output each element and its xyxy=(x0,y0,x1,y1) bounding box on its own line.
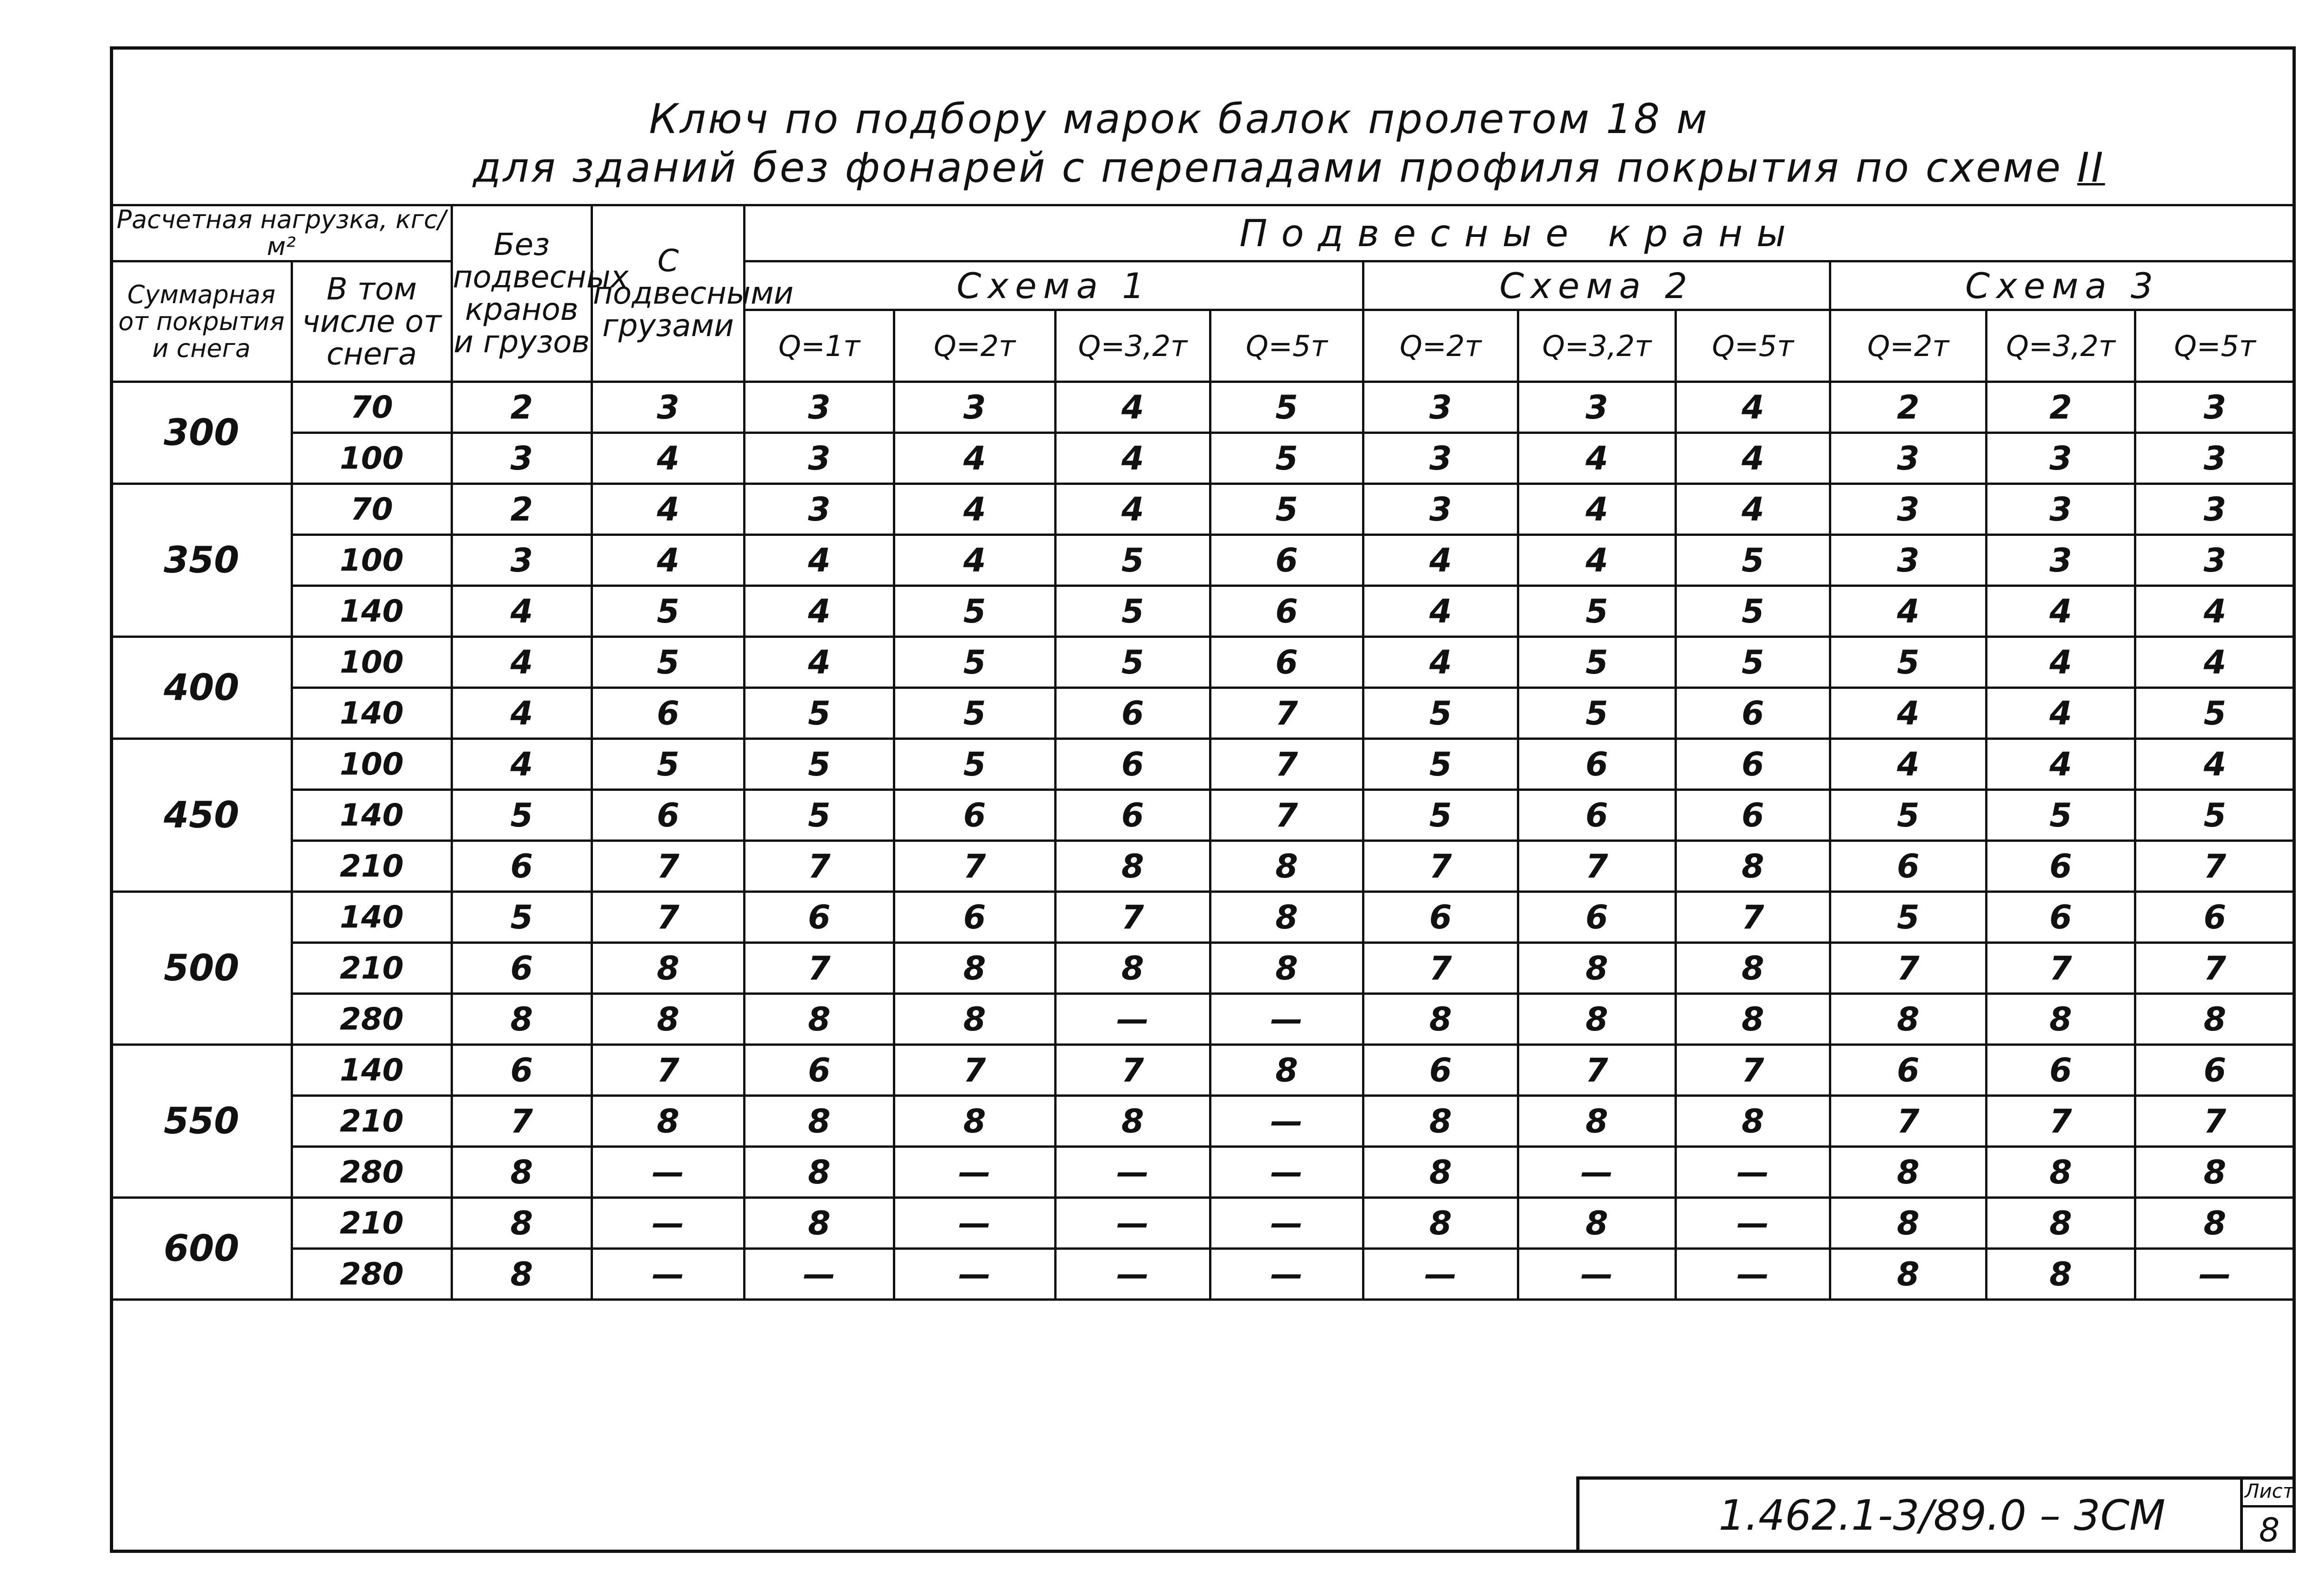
snow-load-cell: 210 xyxy=(292,841,452,892)
beam-grade-cell: 4 xyxy=(1830,739,1987,790)
beam-grade-cell: 6 xyxy=(1210,586,1363,637)
sheet-label: Лист xyxy=(2243,1480,2296,1507)
total-load-cell: 300 xyxy=(111,382,292,484)
beam-grade-cell: 8 xyxy=(1986,1198,2135,1249)
beam-grade-cell: 6 xyxy=(1675,739,1830,790)
beam-grade-cell: 5 xyxy=(1518,637,1676,688)
beam-grade-cell: 7 xyxy=(1675,892,1830,943)
beam-grade-cell: — xyxy=(894,1249,1055,1300)
beam-grade-cell: 8 xyxy=(894,1096,1055,1147)
document-code: 1.462.1-3/89.0 – 3СМ xyxy=(1719,1491,2165,1540)
beam-grade-cell: 6 xyxy=(452,943,592,994)
beam-grade-cell: 6 xyxy=(1210,535,1363,586)
beam-grade-cell: 7 xyxy=(745,841,894,892)
snow-load-cell: 100 xyxy=(292,433,452,484)
beam-grade-cell: 3 xyxy=(592,382,745,433)
table-row xyxy=(111,382,2295,433)
beam-grade-cell: 8 xyxy=(1986,1249,2135,1300)
beam-grade-cell: 5 xyxy=(1210,484,1363,535)
beam-grade-cell: 8 xyxy=(1210,1045,1363,1096)
beam-grade-cell: 3 xyxy=(1363,433,1518,484)
beam-grade-cell: 4 xyxy=(452,637,592,688)
table-row xyxy=(111,535,2295,586)
crane-capacity-header: Q=5т xyxy=(1210,310,1363,382)
beam-grade-cell: 8 xyxy=(1830,1198,1987,1249)
beam-grade-cell: 5 xyxy=(894,739,1055,790)
beam-grade-cell: 8 xyxy=(452,994,592,1045)
beam-grade-cell: 5 xyxy=(1675,637,1830,688)
beam-grade-cell: 6 xyxy=(1210,637,1363,688)
beam-grade-cell: 8 xyxy=(1675,841,1830,892)
beam-grade-cell: 6 xyxy=(1518,892,1676,943)
beam-grade-cell: 7 xyxy=(1518,841,1676,892)
beam-grade-cell: 8 xyxy=(592,994,745,1045)
scheme-roman-numeral: II xyxy=(2077,144,2105,191)
beam-grade-cell: 4 xyxy=(745,586,894,637)
beam-grade-cell: — xyxy=(745,1249,894,1300)
beam-grade-cell: 4 xyxy=(1986,688,2135,739)
beam-grade-cell: 3 xyxy=(2135,382,2295,433)
beam-grade-cell: 8 xyxy=(1675,994,1830,1045)
beam-grade-cell: 4 xyxy=(894,433,1055,484)
beam-grade-cell: 5 xyxy=(745,688,894,739)
beam-grade-cell: 4 xyxy=(894,535,1055,586)
beam-grade-cell: 8 xyxy=(1675,1096,1830,1147)
beam-grade-cell: 8 xyxy=(452,1249,592,1300)
beam-grade-cell: 5 xyxy=(1210,382,1363,433)
beam-grade-cell: 5 xyxy=(1986,790,2135,841)
beam-grade-cell: 7 xyxy=(1986,1096,2135,1147)
beam-grade-cell: 8 xyxy=(1986,1147,2135,1198)
beam-grade-cell: 3 xyxy=(1830,535,1987,586)
beam-grade-cell: 3 xyxy=(1363,484,1518,535)
beam-grade-cell: 6 xyxy=(452,1045,592,1096)
beam-grade-cell: 6 xyxy=(452,841,592,892)
beam-grade-cell: 6 xyxy=(1986,841,2135,892)
beam-grade-cell: — xyxy=(1210,994,1363,1045)
with-loads-header: С подвесными грузами xyxy=(592,205,745,382)
beam-grade-cell: 5 xyxy=(1675,586,1830,637)
table-row xyxy=(111,1096,2295,1147)
beam-grade-cell: 8 xyxy=(1363,1096,1518,1147)
beam-grade-cell: 5 xyxy=(592,586,745,637)
beam-grade-cell: 3 xyxy=(894,382,1055,433)
beam-grade-cell: — xyxy=(1055,994,1210,1045)
beam-grade-cell: 4 xyxy=(745,637,894,688)
beam-grade-cell: 4 xyxy=(1518,433,1676,484)
table-row xyxy=(111,688,2295,739)
table-row xyxy=(111,790,2295,841)
beam-grade-cell: 5 xyxy=(1830,637,1987,688)
beam-grade-cell: 8 xyxy=(2135,1198,2295,1249)
beam-grade-cell: — xyxy=(1518,1249,1676,1300)
table-row xyxy=(111,943,2295,994)
beam-grade-cell: 8 xyxy=(745,1198,894,1249)
beam-grade-cell: 8 xyxy=(592,943,745,994)
beam-grade-cell: 4 xyxy=(745,535,894,586)
snow-load-cell: 280 xyxy=(292,1249,452,1300)
beam-grade-cell: 5 xyxy=(894,586,1055,637)
beam-grade-cell: 3 xyxy=(2135,535,2295,586)
beam-grade-cell: 3 xyxy=(1986,535,2135,586)
table-row xyxy=(111,484,2295,535)
beam-grade-cell: 7 xyxy=(1055,1045,1210,1096)
beam-grade-cell: 8 xyxy=(1830,1147,1987,1198)
snow-load-cell: 140 xyxy=(292,892,452,943)
total-load-cell: 350 xyxy=(111,484,292,637)
beam-grade-cell: 4 xyxy=(1675,382,1830,433)
beam-grade-cell: 4 xyxy=(1986,586,2135,637)
beam-grade-cell: — xyxy=(1518,1147,1676,1198)
beam-grade-cell: 8 xyxy=(1518,1096,1676,1147)
beam-grade-cell: 5 xyxy=(1210,433,1363,484)
beam-grade-cell: 4 xyxy=(2135,739,2295,790)
beam-grade-cell: 6 xyxy=(1518,790,1676,841)
beam-grade-cell: 8 xyxy=(1055,943,1210,994)
beam-grade-cell: 6 xyxy=(745,892,894,943)
table-row xyxy=(111,637,2295,688)
beam-grade-cell: 5 xyxy=(1675,535,1830,586)
beam-grade-cell: 6 xyxy=(1363,1045,1518,1096)
beam-grade-cell: — xyxy=(1210,1249,1363,1300)
total-load-header: Суммарная от покрытия и снега xyxy=(111,261,292,382)
beam-grade-cell: 5 xyxy=(1518,688,1676,739)
beam-grade-cell: 3 xyxy=(1986,484,2135,535)
beam-grade-cell: — xyxy=(1210,1147,1363,1198)
beam-grade-cell: 6 xyxy=(1830,841,1987,892)
beam-grade-cell: — xyxy=(1055,1198,1210,1249)
beam-grade-cell: — xyxy=(592,1249,745,1300)
crane-capacity-header: Q=3,2т xyxy=(1518,310,1676,382)
scheme-2-header: Схема 2 xyxy=(1363,261,1830,310)
beam-grade-cell: 6 xyxy=(1055,790,1210,841)
beam-grade-cell: 6 xyxy=(592,790,745,841)
snow-load-cell: 70 xyxy=(292,484,452,535)
beam-grade-cell: 4 xyxy=(452,586,592,637)
beam-grade-cell: 8 xyxy=(894,994,1055,1045)
snow-load-cell: 140 xyxy=(292,790,452,841)
beam-grade-cell: 7 xyxy=(1830,943,1987,994)
table-row xyxy=(111,994,2295,1045)
beam-grade-cell: 4 xyxy=(1055,382,1210,433)
snow-load-cell: 210 xyxy=(292,943,452,994)
beam-grade-cell: 4 xyxy=(2135,637,2295,688)
table-title-line-2 xyxy=(473,144,2105,191)
beam-grade-cell: 3 xyxy=(452,433,592,484)
beam-grade-cell: 7 xyxy=(2135,841,2295,892)
beam-grade-cell: 8 xyxy=(745,1096,894,1147)
beam-grade-cell: 8 xyxy=(1055,1096,1210,1147)
scheme-3-header: Схема 3 xyxy=(1830,261,2295,310)
crane-capacity-header: Q=2т xyxy=(1363,310,1518,382)
beam-grade-cell: 8 xyxy=(894,943,1055,994)
beam-grade-cell: 3 xyxy=(2135,484,2295,535)
beam-grade-cell: 8 xyxy=(1363,1198,1518,1249)
snow-load-cell: 210 xyxy=(292,1096,452,1147)
total-load-cell: 600 xyxy=(111,1198,292,1300)
beam-grade-cell: 8 xyxy=(1518,994,1676,1045)
beam-grade-cell: 4 xyxy=(1363,535,1518,586)
table-row xyxy=(111,1147,2295,1198)
crane-capacity-header: Q=2т xyxy=(1830,310,1987,382)
snow-load-header: В том числе от снега xyxy=(292,261,452,382)
title-block-stamp xyxy=(1576,1476,2296,1553)
beam-grade-cell: 8 xyxy=(745,1147,894,1198)
crane-capacity-header: Q=5т xyxy=(2135,310,2295,382)
beam-grade-cell: 8 xyxy=(1986,994,2135,1045)
beam-grade-cell: 5 xyxy=(1363,739,1518,790)
beam-grade-cell: 7 xyxy=(894,841,1055,892)
design-load-header: Расчетная нагрузка, кгс/м² xyxy=(111,205,452,261)
beam-grade-cell: 4 xyxy=(2135,586,2295,637)
beam-grade-cell: 5 xyxy=(894,688,1055,739)
beam-grade-cell: 4 xyxy=(1830,688,1987,739)
beam-grade-cell: 8 xyxy=(1210,943,1363,994)
snow-load-cell: 280 xyxy=(292,1147,452,1198)
beam-grade-cell: 4 xyxy=(1518,535,1676,586)
beam-grade-cell: 5 xyxy=(745,739,894,790)
table-row xyxy=(111,841,2295,892)
beam-grade-cell: — xyxy=(592,1147,745,1198)
beam-grade-cell: — xyxy=(1210,1096,1363,1147)
crane-capacity-header: Q=3,2т xyxy=(1055,310,1210,382)
beam-grade-cell: — xyxy=(1675,1249,1830,1300)
beam-grade-cell: 6 xyxy=(1518,739,1676,790)
beam-grade-cell: 3 xyxy=(745,484,894,535)
beam-grade-cell: 3 xyxy=(1830,484,1987,535)
beam-grade-cell: 3 xyxy=(452,535,592,586)
beam-grade-cell: 4 xyxy=(894,484,1055,535)
crane-capacity-header: Q=2т xyxy=(894,310,1055,382)
beam-grade-cell: 6 xyxy=(592,688,745,739)
beam-grade-cell: 4 xyxy=(452,688,592,739)
beam-grade-cell: 6 xyxy=(1055,688,1210,739)
beam-grade-cell: 6 xyxy=(2135,892,2295,943)
beam-grade-cell: 7 xyxy=(1210,739,1363,790)
total-load-cell: 550 xyxy=(111,1045,292,1198)
beam-grade-cell: 5 xyxy=(745,790,894,841)
beam-grade-cell: 7 xyxy=(2135,943,2295,994)
beam-grade-cell: 3 xyxy=(1518,382,1676,433)
total-load-cell: 500 xyxy=(111,892,292,1045)
beam-grade-cell: 5 xyxy=(1055,535,1210,586)
scheme-1-header: Схема 1 xyxy=(745,261,1363,310)
beam-grade-cell: 8 xyxy=(2135,1147,2295,1198)
beam-grade-cell: 4 xyxy=(592,433,745,484)
beam-grade-cell: 8 xyxy=(2135,994,2295,1045)
beam-grade-cell: 6 xyxy=(1675,688,1830,739)
beam-grade-cell: 8 xyxy=(452,1198,592,1249)
beam-grade-cell: 6 xyxy=(745,1045,894,1096)
beam-grade-cell: 5 xyxy=(1363,790,1518,841)
beam-grade-cell: 7 xyxy=(2135,1096,2295,1147)
beam-grade-cell: — xyxy=(1363,1249,1518,1300)
snow-load-cell: 210 xyxy=(292,1198,452,1249)
beam-grade-cell: 7 xyxy=(1830,1096,1987,1147)
beam-grade-cell: 4 xyxy=(1986,637,2135,688)
beam-grade-cell: 5 xyxy=(1830,892,1987,943)
crane-capacity-header: Q=3,2т xyxy=(1986,310,2135,382)
total-load-cell: 400 xyxy=(111,637,292,739)
beam-grade-cell: 4 xyxy=(452,739,592,790)
crane-capacity-header: Q=1т xyxy=(745,310,894,382)
beam-grade-cell: 8 xyxy=(1675,943,1830,994)
snow-load-cell: 100 xyxy=(292,535,452,586)
beam-grade-cell: 8 xyxy=(745,994,894,1045)
beam-grade-cell: 4 xyxy=(1055,484,1210,535)
beam-grade-cell: 6 xyxy=(1986,1045,2135,1096)
beam-grade-cell: 4 xyxy=(592,484,745,535)
beam-grade-cell: 8 xyxy=(592,1096,745,1147)
beam-selection-table xyxy=(110,204,2296,1301)
beam-grade-cell: 4 xyxy=(1363,586,1518,637)
beam-grade-cell: 5 xyxy=(592,637,745,688)
beam-grade-cell: 8 xyxy=(1518,943,1676,994)
beam-grade-cell: 2 xyxy=(1986,382,2135,433)
beam-grade-cell: 7 xyxy=(592,841,745,892)
beam-grade-cell: 5 xyxy=(1363,688,1518,739)
beam-grade-cell: 8 xyxy=(452,1147,592,1198)
snow-load-cell: 140 xyxy=(292,586,452,637)
beam-grade-cell: 4 xyxy=(592,535,745,586)
beam-grade-cell: 4 xyxy=(1055,433,1210,484)
beam-grade-cell: 3 xyxy=(745,382,894,433)
snow-load-cell: 280 xyxy=(292,994,452,1045)
beam-grade-cell: 7 xyxy=(1363,841,1518,892)
beam-grade-cell: 8 xyxy=(1363,994,1518,1045)
table-row xyxy=(111,1249,2295,1300)
table-row xyxy=(111,1045,2295,1096)
beam-grade-cell: 2 xyxy=(452,382,592,433)
beam-grade-cell: 4 xyxy=(1363,637,1518,688)
beam-grade-cell: 5 xyxy=(2135,790,2295,841)
table-row xyxy=(111,433,2295,484)
beam-grade-cell: 5 xyxy=(1055,586,1210,637)
beam-grade-cell: 3 xyxy=(1830,433,1987,484)
sheet-box xyxy=(2240,1480,2296,1553)
beam-grade-cell: 3 xyxy=(745,433,894,484)
beam-grade-cell: 2 xyxy=(452,484,592,535)
table-title-line-2-text: для зданий без фонарей с перепадами профиля покрытия по схеме xyxy=(473,144,2077,191)
beam-grade-cell: 7 xyxy=(745,943,894,994)
crane-capacity-header: Q=5т xyxy=(1675,310,1830,382)
table-row xyxy=(111,1198,2295,1249)
snow-load-cell: 140 xyxy=(292,688,452,739)
beam-grade-cell: — xyxy=(894,1147,1055,1198)
beam-grade-cell: 7 xyxy=(452,1096,592,1147)
snow-load-cell: 100 xyxy=(292,637,452,688)
beam-grade-cell: 4 xyxy=(1986,739,2135,790)
beam-grade-cell: 7 xyxy=(1055,892,1210,943)
beam-grade-cell: 4 xyxy=(1675,484,1830,535)
beam-grade-cell: 8 xyxy=(1210,892,1363,943)
total-load-cell: 450 xyxy=(111,739,292,892)
beam-grade-cell: 5 xyxy=(1830,790,1987,841)
beam-grade-cell: 3 xyxy=(2135,433,2295,484)
beam-grade-cell: 7 xyxy=(1518,1045,1676,1096)
beam-grade-cell: 3 xyxy=(1363,382,1518,433)
sheet-number: 8 xyxy=(2259,1511,2280,1549)
snow-load-cell: 70 xyxy=(292,382,452,433)
beam-grade-cell: 6 xyxy=(1363,892,1518,943)
beam-grade-cell: 6 xyxy=(894,790,1055,841)
beam-grade-cell: 7 xyxy=(1363,943,1518,994)
beam-grade-cell: 5 xyxy=(1055,637,1210,688)
table-title-line-1: Ключ по подбору марок балок пролетом 18 м xyxy=(649,95,1709,143)
beam-grade-cell: 6 xyxy=(1055,739,1210,790)
beam-grade-cell: 8 xyxy=(1830,1249,1987,1300)
beam-grade-cell: — xyxy=(1210,1198,1363,1249)
beam-grade-cell: 5 xyxy=(452,892,592,943)
beam-grade-cell: 8 xyxy=(1363,1147,1518,1198)
table-row xyxy=(111,892,2295,943)
beam-grade-cell: 5 xyxy=(592,739,745,790)
beam-grade-cell: 7 xyxy=(592,1045,745,1096)
beam-grade-cell: — xyxy=(1055,1147,1210,1198)
beam-grade-cell: 6 xyxy=(894,892,1055,943)
beam-grade-cell: — xyxy=(894,1198,1055,1249)
snow-load-cell: 100 xyxy=(292,739,452,790)
beam-grade-cell: 2 xyxy=(1830,382,1987,433)
beam-grade-cell: 8 xyxy=(1055,841,1210,892)
beam-grade-cell: 8 xyxy=(1830,994,1987,1045)
beam-grade-cell: 5 xyxy=(452,790,592,841)
beam-grade-cell: 5 xyxy=(894,637,1055,688)
beam-grade-cell: — xyxy=(2135,1249,2295,1300)
table-row xyxy=(111,586,2295,637)
snow-load-cell: 140 xyxy=(292,1045,452,1096)
beam-grade-cell: 7 xyxy=(1210,790,1363,841)
beam-grade-cell: 4 xyxy=(1675,433,1830,484)
beam-grade-cell: — xyxy=(1675,1198,1830,1249)
beam-grade-cell: 7 xyxy=(1986,943,2135,994)
hanging-cranes-header: Подвесные краны xyxy=(745,205,2295,261)
beam-grade-cell: 6 xyxy=(1986,892,2135,943)
beam-grade-cell: 8 xyxy=(1518,1198,1676,1249)
beam-grade-cell: 5 xyxy=(1518,586,1676,637)
beam-grade-cell: 7 xyxy=(894,1045,1055,1096)
beam-grade-cell: 6 xyxy=(2135,1045,2295,1096)
beam-grade-cell: 7 xyxy=(592,892,745,943)
beam-grade-cell: 7 xyxy=(1210,688,1363,739)
table-row xyxy=(111,739,2295,790)
beam-grade-cell: 3 xyxy=(1986,433,2135,484)
beam-grade-cell: 4 xyxy=(1830,586,1987,637)
no-cranes-header: Без подвесных кранов и грузов xyxy=(452,205,592,382)
beam-grade-cell: — xyxy=(1055,1249,1210,1300)
beam-grade-cell: 4 xyxy=(1518,484,1676,535)
beam-grade-cell: 5 xyxy=(2135,688,2295,739)
beam-grade-cell: 7 xyxy=(1675,1045,1830,1096)
beam-grade-cell: 6 xyxy=(1830,1045,1987,1096)
beam-grade-cell: — xyxy=(592,1198,745,1249)
beam-grade-cell: — xyxy=(1675,1147,1830,1198)
beam-grade-cell: 6 xyxy=(1675,790,1830,841)
beam-grade-cell: 8 xyxy=(1210,841,1363,892)
